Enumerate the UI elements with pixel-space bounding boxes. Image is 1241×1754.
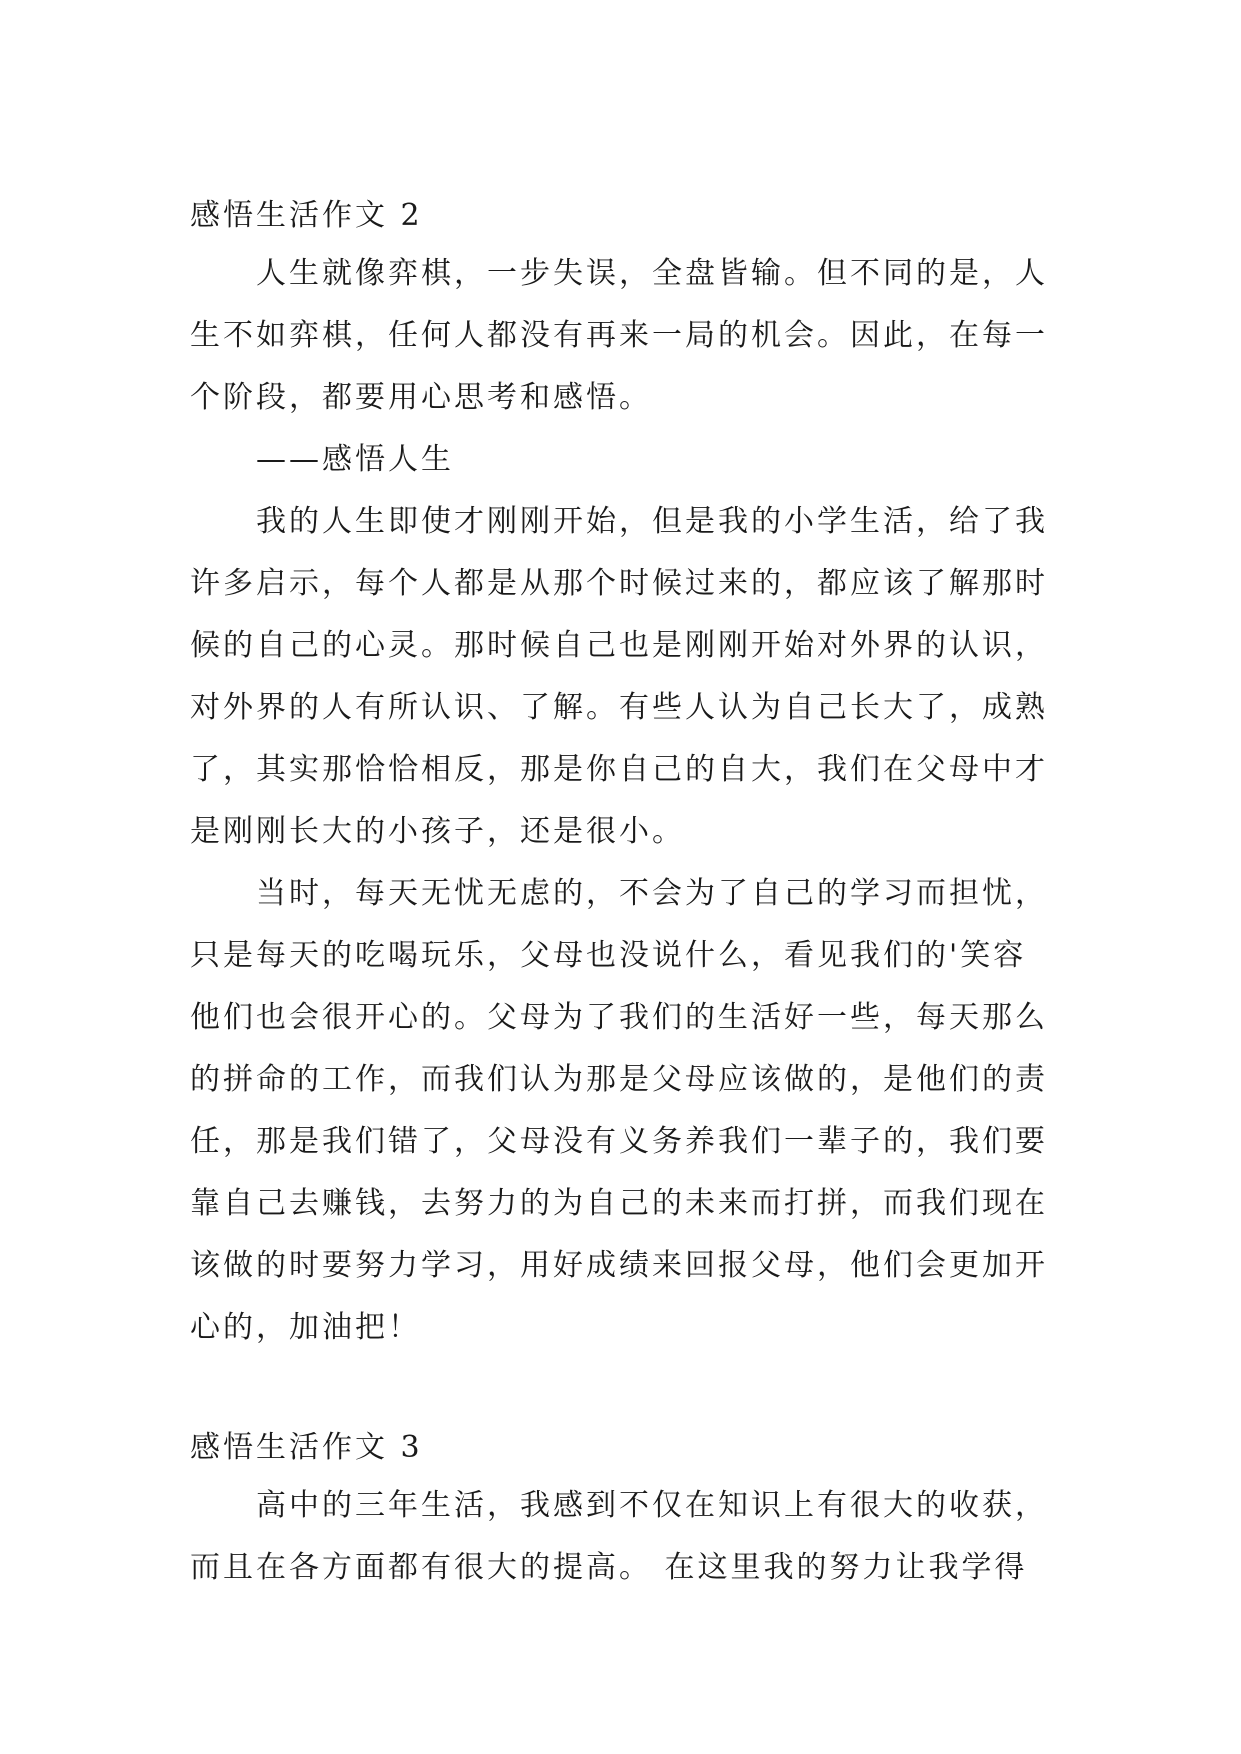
text-line: 生不如弈棋，任何人都没有再来一局的机会。因此，在每一 [190,318,1048,353]
paragraph [190,254,1070,418]
text-line: 高中的三年生活，我感到不仅在知识上有很大的收获， [256,1488,1048,1523]
text-line: 当时，每天无忧无虑的，不会为了自己的学习而担忧， [256,876,1048,911]
text-line: 我的人生即使才刚刚开始，但是我的小学生活，给了我 [256,504,1048,539]
section-essay-2 [190,196,1070,1348]
text-line: 他们也会很开心的。父母为了我们的生活好一些，每天那么 [190,1000,1048,1035]
text-line: 人生就像弈棋，一步失误，全盘皆输。但不同的是，人 [256,256,1048,291]
text-line: 对外界的人有所认识、了解。有些人认为自己长大了，成熟 [190,690,1048,725]
text-line: 的拼命的工作，而我们认为那是父母应该做的，是他们的责 [190,1062,1048,1097]
text-line: 心的，加油把！ [190,1310,421,1345]
paragraph [190,502,1070,852]
text-line: 只是每天的吃喝玩乐，父母也没说什么，看见我们的'笑容 [190,938,1027,973]
paragraph [190,874,1070,1348]
paragraph [190,1486,1070,1588]
section-heading: 感悟生活作文 3 [190,1430,423,1465]
text-line: 是刚刚长大的小孩子，还是很小。 [190,814,685,849]
section-essay-3 [190,1428,1070,1588]
section-spacer [190,1370,1070,1428]
section-heading: 感悟生活作文 2 [190,198,423,233]
text-line: 个阶段，都要用心思考和感悟。 [190,380,652,415]
attribution-line: ——感悟人生 [256,442,454,477]
text-line: 许多启示，每个人都是从那个时候过来的，都应该了解那时 [190,566,1048,601]
text-line: 候的自己的心灵。那时候自己也是刚刚开始对外界的认识， [190,628,1048,663]
text-line: 靠自己去赚钱，去努力的为自己的未来而打拼，而我们现在 [190,1186,1048,1221]
document-body [190,196,1070,1610]
text-line: 而且在各方面都有很大的提高。 在这里我的努力让我学得 [190,1550,1028,1585]
paragraph-attribution [190,440,1070,480]
text-line: 了，其实那恰恰相反，那是你自己的自大，我们在父母中才 [190,752,1048,787]
text-line: 该做的时要努力学习，用好成绩来回报父母，他们会更加开 [190,1248,1048,1283]
text-line: 任，那是我们错了，父母没有义务养我们一辈子的，我们要 [190,1124,1048,1159]
